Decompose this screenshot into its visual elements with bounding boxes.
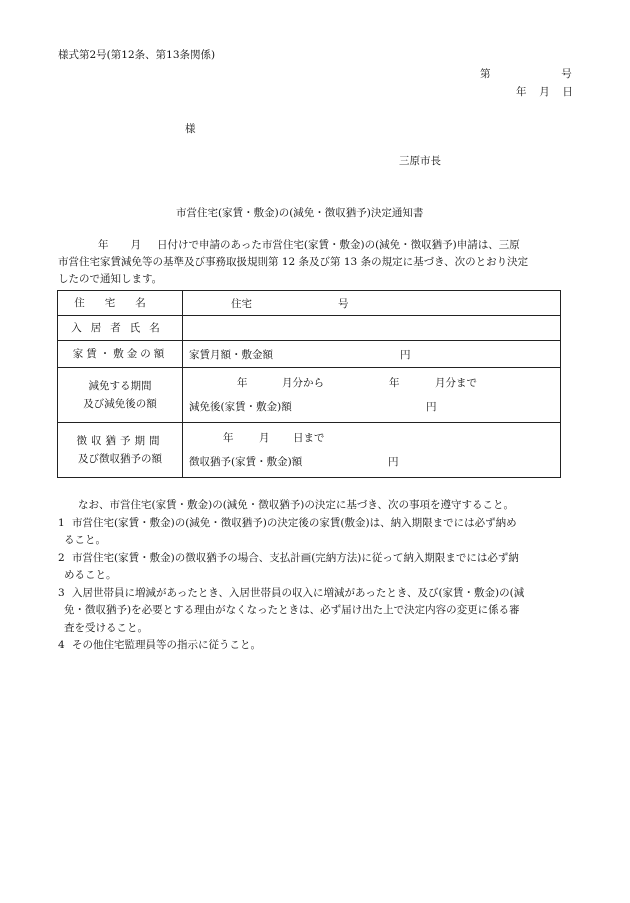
- recipient-honorific: 様: [185, 123, 196, 135]
- decision-table: [57, 290, 561, 478]
- label-tenant-name: 入居者氏名: [58, 316, 183, 341]
- list-item: 3 入居世帯員に増減があったとき、入居世帯員の収入に増減があったとき、及び(家賃・敷金)の(減: [58, 586, 525, 599]
- date-day: 日: [562, 86, 573, 98]
- table-row: [58, 423, 561, 478]
- list-item: 2 市営住宅(家賃・敷金)の徴収猶予の場合、支払計画(完納方法)に従って納入期限までには必ず納: [58, 551, 519, 564]
- list-item: 1 市営住宅(家賃・敷金)の(減免・徴収猶予)の決定後の家賃(敷金)は、納入期限までには必ず納め: [58, 516, 517, 529]
- value-reduction-period: 年 月分から 年 月分まで 減免後(家賃・敷金)額 円: [183, 368, 561, 423]
- number-suffix: 号: [561, 68, 572, 80]
- sender-name: 三原市長: [399, 155, 441, 167]
- value-deferral-period: 年 月 日まで 徴収猶予(家賃・敷金)額 円: [183, 423, 561, 478]
- intro-line-1: 年 月 日付けで申請のあった市営住宅(家賃・敷金)の(減免・徴収猶予)申請は、三原: [98, 239, 520, 251]
- intro-line-3: したので通知します。: [58, 273, 163, 285]
- value-rent-deposit: 家賃月額・敷金額 円: [183, 341, 561, 368]
- number-prefix: 第: [480, 68, 491, 80]
- notes-section: [58, 497, 578, 655]
- document-title: 市営住宅(家賃・敷金)の(減免・徴収猶予)決定通知書: [176, 207, 424, 219]
- document-date: [516, 84, 573, 99]
- table-row: [58, 291, 561, 316]
- date-year: 年: [516, 86, 527, 98]
- table-row: [58, 341, 561, 368]
- document-number: [480, 66, 572, 81]
- table-row: [58, 368, 561, 423]
- date-month: 月: [539, 86, 550, 98]
- list-item-continuation: めること。: [64, 569, 117, 581]
- list-item-continuation: 査を受けること。: [64, 621, 148, 634]
- value-housing-name: 住宅 号: [183, 291, 561, 316]
- label-deferral-period: 徴収猶予期間 及び徴収猶予の額: [58, 423, 183, 478]
- label-rent-deposit: 家賃・敷金の額: [58, 341, 183, 368]
- list-item-continuation: 免・徴収猶予)を必要とする理由がなくなったときは、必ず届け出た上で決定内容の変更に係る審: [64, 604, 520, 616]
- label-housing-name: 住宅名: [58, 291, 183, 316]
- intro-paragraph: [58, 237, 576, 288]
- list-item: 4 その他住宅監理員等の指示に従うこと。: [58, 639, 261, 651]
- label-reduction-period: 減免する期間 及び減免後の額: [58, 368, 183, 423]
- form-reference: 様式第2号(第12条、第13条関係): [58, 49, 216, 61]
- intro-line-2: 市営住宅家賃減免等の基準及び事務取扱規則第 12 条及び第 13 条の規定に基づき、次のとおり決定: [58, 256, 529, 268]
- table-row: [58, 316, 561, 341]
- value-tenant-name: [183, 316, 561, 341]
- notes-lead: なお、市営住宅(家賃・敷金)の(減免・徴収猶予)の決定に基づき、次の事項を遵守すること。: [78, 499, 514, 511]
- list-item-continuation: ること。: [64, 534, 106, 546]
